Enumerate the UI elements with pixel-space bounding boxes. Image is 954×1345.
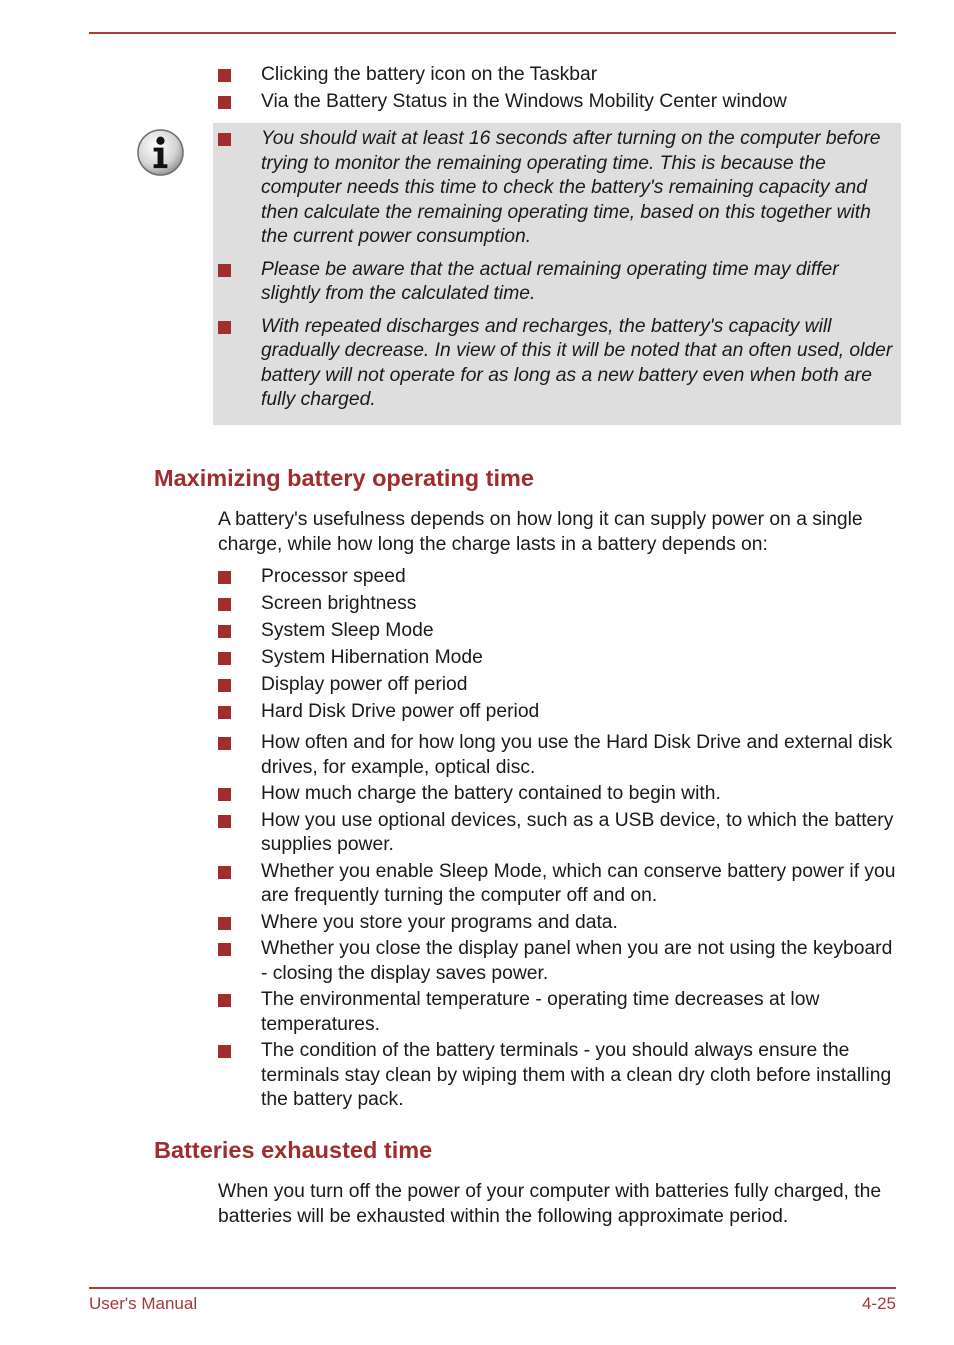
list-item: Where you store your programs and data.	[216, 911, 896, 936]
list-item: The condition of the battery terminals - you should always ensure the terminals stay clean by wiping them with a clean dry cloth before installing the battery pack.	[216, 1039, 896, 1113]
list-item: Display power off period	[216, 673, 896, 698]
footer-manual-title: User's Manual	[89, 1294, 198, 1313]
note-item: Please be aware that the actual remaining operating time may differ slightly from the calculated time.	[216, 258, 896, 307]
bullet-square-icon	[218, 264, 231, 277]
list-item: Via the Battery Status in the Windows Mobility Center window	[216, 90, 896, 115]
bullet-square-icon	[218, 625, 231, 638]
list-item: The environmental temperature - operating time decreases at low temperatures.	[216, 988, 896, 1037]
factor-list-b	[216, 731, 896, 1113]
list-item: How often and for how long you use the Hard Disk Drive and external disk drives, for example, optical disc.	[216, 731, 896, 780]
bullet-square-icon	[218, 815, 231, 828]
list-item: How much charge the battery contained to begin with.	[216, 782, 896, 807]
bullet-square-icon	[218, 652, 231, 665]
list-item: Whether you enable Sleep Mode, which can conserve battery power if you are frequently turning the computer off and on.	[216, 860, 896, 909]
bullet-square-icon	[218, 706, 231, 719]
list-item: Screen brightness	[216, 592, 896, 617]
bullet-square-icon	[218, 737, 231, 750]
header-rule	[89, 32, 896, 34]
list-item: Processor speed	[216, 565, 896, 590]
bullet-square-icon	[218, 917, 231, 930]
bullet-square-icon	[218, 994, 231, 1007]
section-text: When you turn off the power of your computer with batteries fully charged, the batteries will be exhausted within the following approximate period.	[218, 1181, 882, 1227]
note-item: With repeated discharges and recharges, the battery's capacity will gradually decrease. In view of this it will be noted that an often used, older battery will not operate for as long as a new battery even when both are fully charged.	[216, 315, 896, 413]
top-bullet-list	[216, 63, 896, 114]
info-icon	[136, 128, 185, 177]
bullet-square-icon	[218, 598, 231, 611]
footer-rule	[89, 1287, 896, 1289]
bullet-square-icon	[218, 133, 231, 146]
bullet-square-icon	[218, 679, 231, 692]
list-item: How you use optional devices, such as a USB device, to which the battery supplies power.	[216, 809, 896, 858]
bullet-square-icon	[218, 1045, 231, 1058]
list-item: Hard Disk Drive power off period	[216, 700, 896, 725]
bullet-square-icon	[218, 96, 231, 109]
section-heading-maximizing: Maximizing battery operating time	[154, 465, 534, 491]
bullet-square-icon	[218, 69, 231, 82]
note-box	[213, 123, 901, 425]
bullet-square-icon	[218, 321, 231, 334]
note-item: You should wait at least 16 seconds after turning on the computer before trying to monitor the remaining operating time. This is because the computer needs this time to check the battery's remaining capacity and then calculate the remaining operating time, based on this together with the current power consumption.	[216, 127, 896, 250]
note-list	[216, 127, 896, 421]
section-heading-exhausted: Batteries exhausted time	[154, 1137, 433, 1163]
page-number: 4-25	[861, 1294, 896, 1313]
bullet-square-icon	[218, 866, 231, 879]
list-item: Clicking the battery icon on the Taskbar	[216, 63, 896, 88]
list-item: System Sleep Mode	[216, 619, 896, 644]
list-item: System Hibernation Mode	[216, 646, 896, 671]
bullet-square-icon	[218, 571, 231, 584]
section-intro: A battery's usefulness depends on how long it can supply power on a single charge, while how long the charge lasts in a battery depends on:	[218, 509, 863, 555]
list-item: Whether you close the display panel when you are not using the keyboard - closing the display saves power.	[216, 937, 896, 986]
factor-list-a	[216, 565, 896, 725]
bullet-square-icon	[218, 788, 231, 801]
bullet-square-icon	[218, 943, 231, 956]
